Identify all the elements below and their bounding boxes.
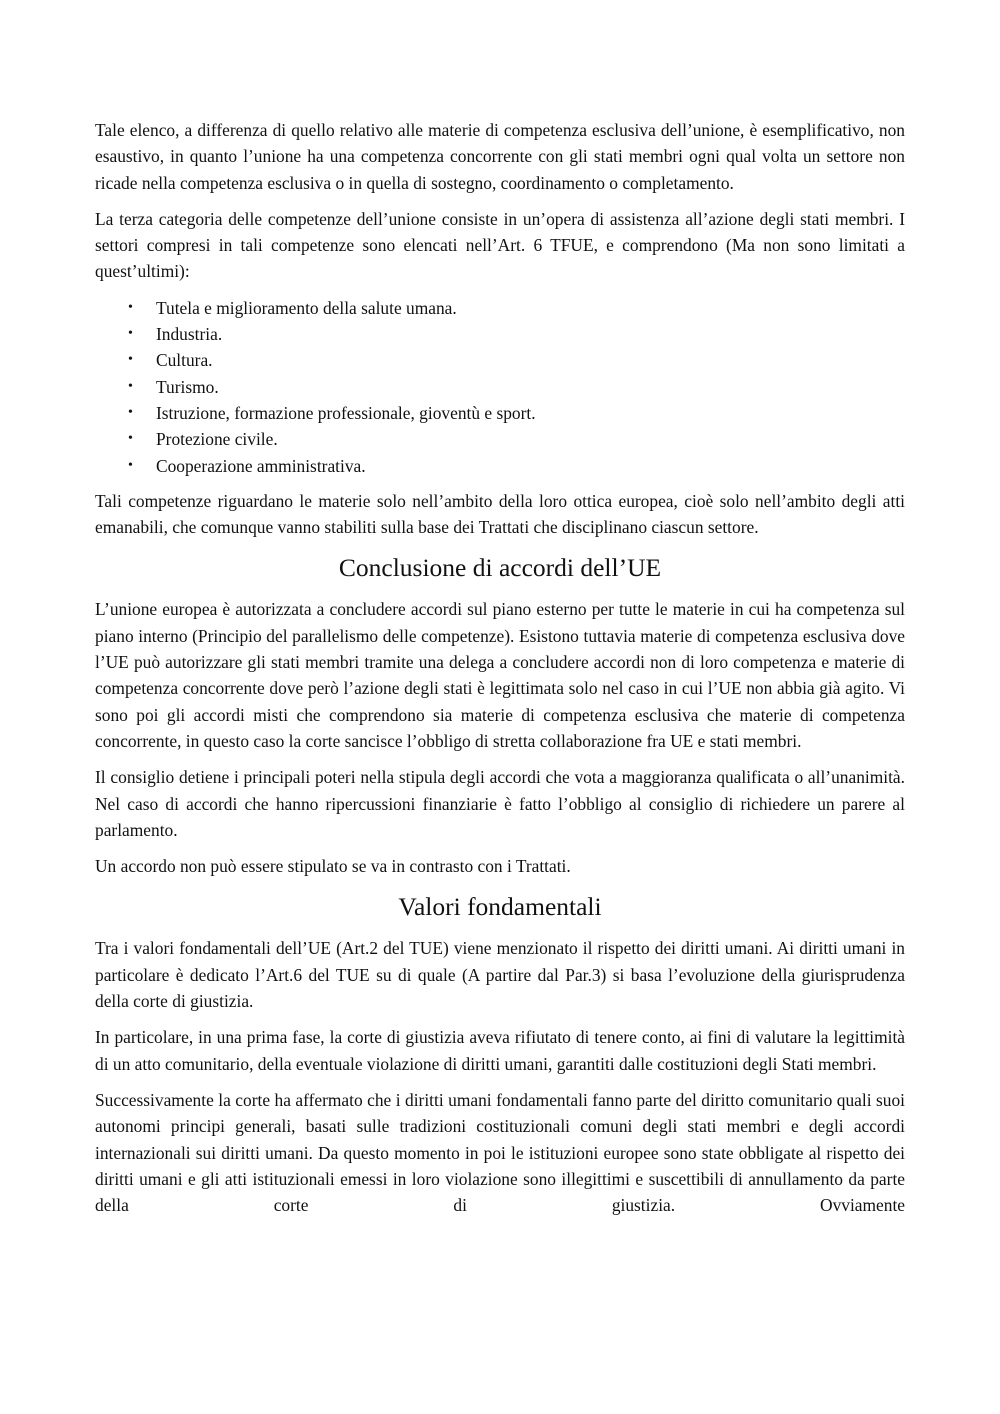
paragraph-intro-2: La terza categoria delle competenze dell’unione consiste in un’opera di assistenza all’azione degli stati membri. I settori compresi in tali competenze sono elencati nell’Art. 6 TFUE, e comprendono (Ma non sono limitati a quest’ultimi): xyxy=(95,208,905,282)
list-item-text: Istruzione, formazione professionale, gioventù e sport. xyxy=(156,402,536,423)
list-item xyxy=(95,347,905,373)
paragraph-valori-1: Tra i valori fondamentali dell’UE (Art.2 del TUE) viene menzionato il rispetto dei diritti umani. Ai diritti umani in particolare è dedicato l’Art.6 del TUE su di quale (A partire dal Par.3) si basa l’evoluzione della giurisprudenza della corte di giustizia. xyxy=(95,938,905,1012)
paragraph-intro-1: Tale elenco, a differenza di quello relativo alle materie di competenza esclusiva dell’unione, è esemplificativo, non esaustivo, in quanto l’unione ha una competenza concorrente con gli stati membri ogni qual volta un settore non ricade nella competenza esclusiva o in quella di sostegno, coordinamento o completamento. xyxy=(95,120,905,193)
paragraph-accordi-1: L’unione europea è autorizzata a concludere accordi sul piano esterno per tutte le materie in cui ha competenza sul piano interno (Principio del parallelismo delle competenze). Esistono tuttavia materie di competenza esclusiva dove l’UE può autorizzare gli stati membri tramite una delega a concludere accordi non di loro competenza e materie di competenza concorrente dove però l’azione degli stati è legittimata solo nel caso in cui l’UE non abbia già agito. Vi sono poi gli accordi misti che comprendono sia materie di competenza esclusiva che materie di competenza concorrente, in questo caso la corte sancisce l’obbligo di stretta collaborazione fra UE e stati membri. xyxy=(95,599,905,751)
section-heading-valori: Valori fondamentali xyxy=(398,892,602,922)
list-item-text: Cooperazione amministrativa. xyxy=(156,455,366,476)
paragraph-after-list: Tali competenze riguardano le materie solo nell’ambito della loro ottica europea, cioè solo nell’ambito degli atti emanabili, che comunque vanno stabiliti sulla base dei Trattati che disciplinano ciascun settore. xyxy=(95,490,905,538)
list-item xyxy=(95,374,905,400)
list-item xyxy=(95,453,905,479)
bullet-icon: • xyxy=(128,378,133,394)
list-item-text: Tutela e miglioramento della salute umana. xyxy=(156,297,457,318)
bullet-icon: • xyxy=(128,404,133,420)
list-item xyxy=(95,321,905,347)
list-item-text: Turismo. xyxy=(156,376,219,397)
paragraph-valori-3: Successivamente la corte ha affermato che i diritti umani fondamentali fanno parte del diritto comunitario quali suoi autonomi principi generali, basati sulle tradizioni costituzionali comuni degli stati membri e degli accordi internazionali sui diritti umani. Da questo momento in poi le istituzioni europee sono state obbligate al rispetto dei diritti umani e gli atti istituzionali emessi in loro violazione sono illegittimi e suscettibili di annullamento da parte della corte di giustizia. Ovviamente xyxy=(95,1089,905,1216)
list-item xyxy=(95,426,905,452)
list-item-text: Cultura. xyxy=(156,350,213,371)
document-page xyxy=(95,117,905,1228)
bullet-icon: • xyxy=(128,326,133,342)
bullet-icon: • xyxy=(128,431,133,447)
list-item xyxy=(95,400,905,426)
bullet-icon: • xyxy=(128,352,133,368)
paragraph-accordi-2: Il consiglio detiene i principali poteri nella stipula degli accordi che vota a maggioranza qualificata o all’unanimità. Nel caso di accordi che hanno ripercussioni finanziarie è fatto l’obbligo al consiglio di richiedere un parere al parlamento. xyxy=(95,767,905,840)
bullet-icon: • xyxy=(128,299,133,315)
competence-list xyxy=(95,295,905,479)
bullet-icon: • xyxy=(128,457,133,473)
list-item-text: Industria. xyxy=(156,324,223,345)
list-item-text: Protezione civile. xyxy=(156,429,278,450)
paragraph-valori-2: In particolare, in una prima fase, la corte di giustizia aveva rifiutato di tenere conto, ai fini di valutare la legittimità di un atto comunitario, della eventuale violazione di diritti umani, garantiti dalle costituzioni degli Stati membri. xyxy=(95,1027,905,1074)
section-heading-accordi: Conclusione di accordi dell’UE xyxy=(338,553,662,583)
list-item xyxy=(95,295,905,321)
paragraph-accordi-3: Un accordo non può essere stipulato se va in contrasto con i Trattati. xyxy=(95,856,571,877)
